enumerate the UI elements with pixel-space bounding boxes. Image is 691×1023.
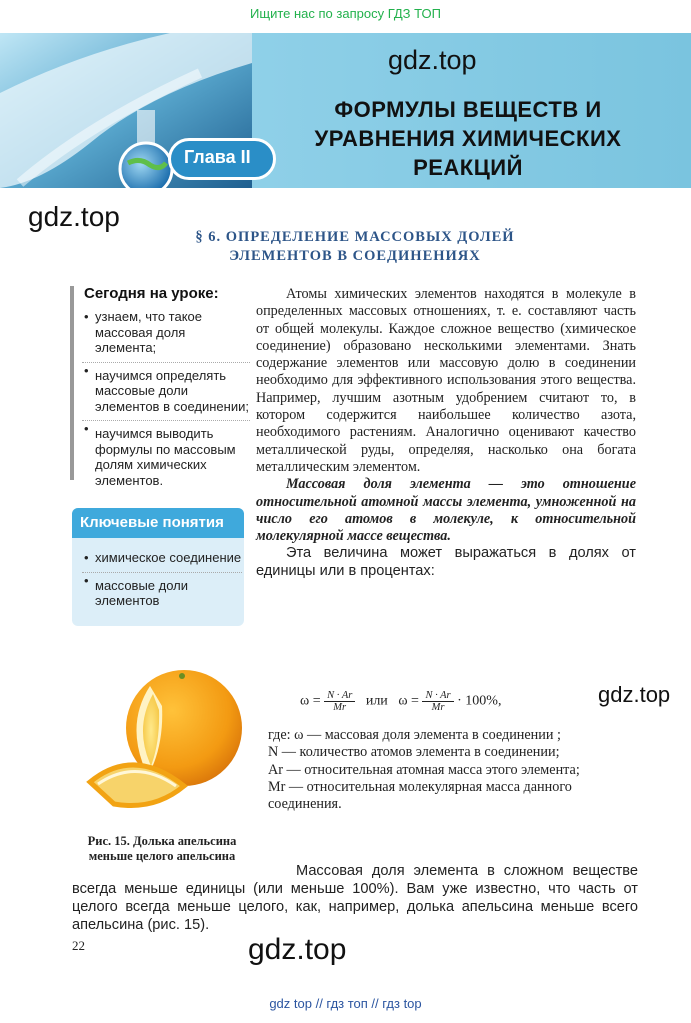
watermark-right: gdz.top (598, 682, 671, 707)
today-heading: Сегодня на уроке: (84, 285, 219, 302)
orange-image (84, 666, 254, 816)
formula-or: или (365, 693, 388, 709)
list-item: • научимся определять массовые доли элементов в соединении; (82, 362, 250, 415)
watermark-left: gdz.top (28, 201, 120, 232)
orange-icon (84, 666, 254, 816)
list-item: • химическое соединение (82, 550, 242, 566)
definition: Массовая доля элемента — это отношение относительной атомной массы элемента, умноженной на число его атомов в молекуле, к относительной молекулярной массе вещества. (256, 476, 636, 545)
chapter-label: Глава II (184, 147, 251, 167)
chapter-title (278, 95, 658, 182)
paragraph: Эта величина может выражаться в долях от единицы или в процентах: (256, 545, 636, 579)
key-concepts-title: Ключевые понятия (80, 514, 224, 531)
section-title-line: § 6. ОПРЕДЕЛЕНИЕ МАССОВЫХ ДОЛЕЙ (195, 229, 515, 245)
list-item: • узнаем, что такое массовая доля элемента; (82, 309, 250, 356)
chapter-title-line: РЕАКЦИЙ (413, 155, 523, 180)
today-list (82, 309, 250, 494)
list-item: • научимся выводить формулы по массовым долям химических элементов. (82, 420, 250, 488)
watermark-bottom: gdz.top (248, 933, 347, 966)
legend-line: N — количество атомов элемента в соединении; (268, 744, 560, 761)
formula-numerator-2: N · Ar (422, 690, 453, 702)
figure-caption (72, 834, 252, 864)
paragraph: Атомы химических элементов находятся в молекуле в определенных массовых отношениях, т. е. составляют часть от общей молекулы. Каждое сложное вещество (химическое соединение) образовано несколькими элементами. Знать содержание элементов или массовую долю в соединении необходимо для эффективного использования этого вещества. Например, лучшим азотным удобрением считают то, в котором содержится наибольшее количество азота, необходимого растениям. Аналогично оценивают качество металлической руды, определяя, насколько она богата металлическим элементом. (256, 286, 636, 475)
watermark-banner: gdz.top (388, 45, 477, 75)
legend-line: где: ω — массовая доля элемента в соединении ; (268, 727, 561, 743)
caption-line: Рис. 15. Долька апельсина (87, 834, 237, 848)
chapter-title-line: ФОРМУЛЫ ВЕЩЕСТВ И (334, 97, 602, 122)
formula-fraction (324, 690, 355, 713)
legend-line: Mr — относительная молекулярная масса данного соединения. (268, 778, 572, 813)
section-title (150, 228, 560, 266)
summary-text (72, 862, 638, 934)
key-concepts-list (82, 550, 242, 615)
today-box-rule (70, 286, 74, 480)
chapter-title-line: УРАВНЕНИЯ ХИМИЧЕСКИХ (314, 126, 622, 151)
page-number: 22 (72, 938, 85, 953)
top-note: Ищите нас по запросу ГДЗ ТОП (250, 6, 441, 21)
formula-legend (268, 727, 638, 813)
formula-denominator: Mr (333, 702, 347, 713)
paragraph: Массовая доля элемента в сложном веществе всегда меньше единицы (или меньше 100%). Вам уже известно, что часть от целого всегда меньше целого, как, например, долька апельсина меньше всего апельсина (рис. 15). (72, 863, 638, 933)
formula-numerator: N · Ar (324, 690, 355, 702)
section-title-line: ЭЛЕМЕНТОВ В СОЕДИНЕНИЯХ (229, 248, 481, 264)
caption-line: меньше целого апельсина (88, 849, 236, 863)
formula-lhs: ω = (300, 693, 321, 709)
list-item: • массовые доли элементов (82, 572, 242, 609)
body-text (256, 286, 636, 580)
formula (300, 690, 501, 713)
formula-fraction-2 (422, 690, 453, 713)
formula-lhs-2: ω = (398, 693, 419, 709)
footer-links[interactable]: gdz top // гдз топ // гдз top (269, 996, 422, 1011)
formula-denominator-2: Mr (431, 702, 445, 713)
formula-tail: · 100%, (457, 693, 502, 709)
legend-line: Ar — относительная атомная масса этого элемента; (268, 761, 580, 778)
